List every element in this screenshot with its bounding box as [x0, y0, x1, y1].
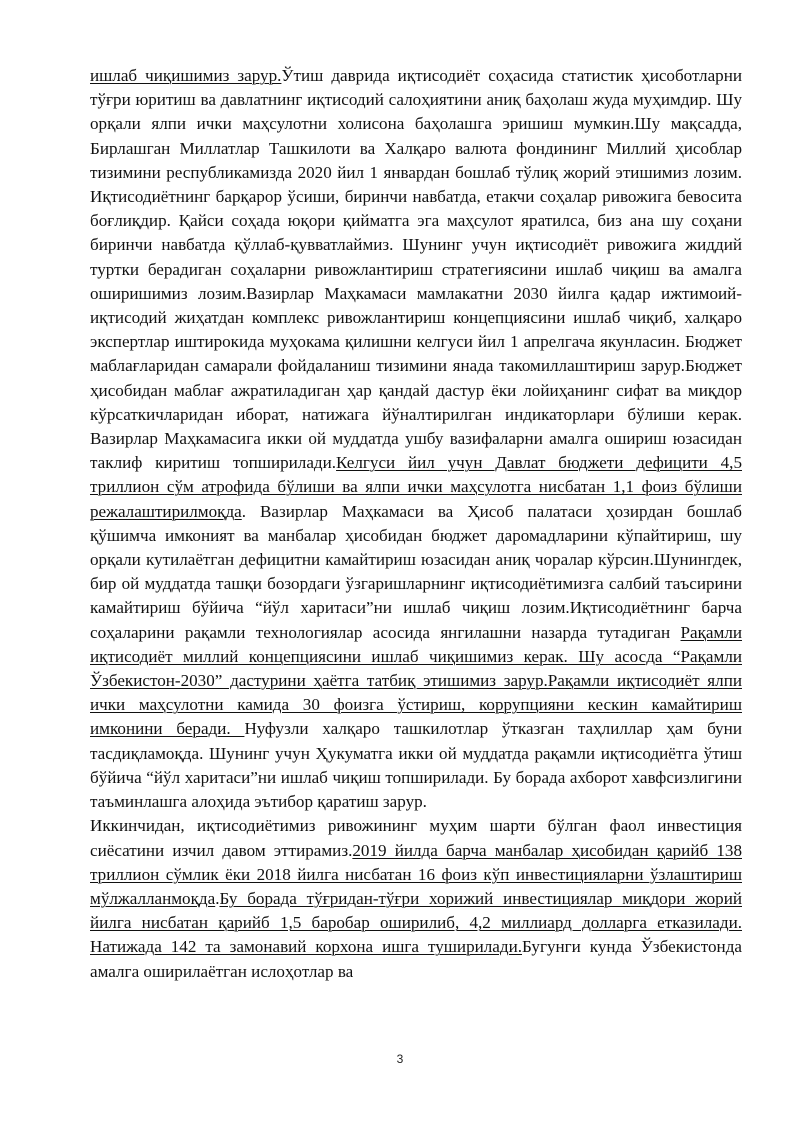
- paragraph-investment-policy: [90, 814, 742, 983]
- text-run: Бугунги кунда Ўзбекистонда амалга оширилаётган ислоҳотлар ва: [90, 937, 742, 981]
- text-run: Ўтиш даврида иқтисодиёт соҳасида статистик ҳисоботларни тўғри юритиш ва давлатнинг иқтисодий салоҳиятини аниқ баҳолаш жуда муҳимдир. Шу орқали ялпи ички маҳсулотни холисона баҳолашга эришиш мумкин.Шу мақсадда, Бирлашган Миллатлар Ташкилоти ва Халқаро валюта фондининг Миллий ҳисоблар тизимини республикамизда 2020 йил 1 январдан бошлаб тўлиқ жорий этишимиз лозим. Иқтисодиётнинг барқарор ўсиши, биринчи навбатда, етакчи соҳалар ривожига бевосита боғлиқдир. Қайси соҳада юқори қийматга эга маҳсулот яратилса, биз ана шу соҳани биринчи навбатда қўллаб-қувватлаймиз. Шунинг учун иқтисодиёт ривожига жиддий туртки берадиган соҳаларни ривожлантириш стратегиясини ишлаб чиқиш ва амалга оширишимиз лозим.Вазирлар Маҳкамаси мамлакатни 2030 йилга қадар ижтимоий-иқтисодий жиҳатдан комплекс ривожлантириш концепциясини ишлаб чиқиб, халқаро экспертлар иштирокида муҳокама қилишни келгуси йил 1 апрелгача якунласин. Бюджет маблағларидан самарали фойдаланиш тизимини янада такомиллаштириш зарур.Бюджет ҳисобидан маблағ ажратиладиган ҳар қандай дастур ёки лойиҳанинг сифат ва миқдор кўрсаткичларидан иборат, натижага йўналтирилган индикаторлари бўлиши керак. Вазирлар Маҳкамасига икки ой муддатда ушбу вазифаларни амалга ошириш юзасидан таклиф киритиш топширилади.: [90, 66, 743, 473]
- text-run: Иккинчидан, иқтисодиётимиз ривожининг муҳим шарти бўлган фаол инвестиция сиёсатини изчил давом эттирамиз.: [90, 816, 742, 860]
- text-run: Бу борада тўғридан-тўғри хорижий инвестициялар миқдори жорий йилга нисбатан қарийб 1,5 баробар оширилиб, 4,2 миллиард долларга етказилади. Натижада 142 та замонавий корхона ишга туширилади.: [90, 888, 742, 957]
- paragraph-economy-statistics: [90, 64, 742, 814]
- text-run: Нуфузли халқаро ташкилотлар ўтказган таҳлиллар ҳам буни тасдиқламоқда. Шунинг учун Ҳукуматга икки ой муддатда рақамли иқтисодиётга ўтиш бўйича “йўл харитаси”ни ишлаб чиқиш топширилади. Бу борада ахборот хавфсизлигини таъминлашга алоҳида эътибор қаратиш зарур.: [90, 719, 742, 812]
- document-body: [90, 64, 742, 984]
- text-run: Келгуси йил учун Давлат бюджети дефицити 4,5 триллион сўм атрофида бўлиши ва ялпи ички маҳсулотга нисбатан 1,1 фоиз бўлиши режалаштирилмоқда: [90, 453, 742, 521]
- text-run: . Вазирлар Маҳкамаси ва Ҳисоб палатаси ҳозирдан бошлаб қўшимча имконият ва манбалар ҳисобидан бюджет даромадларини кўпайтириш, шу орқали кутилаётган дефицитни камайтириш юзасидан аниқ чоралар кўрсин.Шунингдек, бир ой муддатда ташқи бозордаги ўзгаришларнинг иқтисодиётимизга салбий таъсирини камайтириш бўйича “йўл харитаси”ни ишлаб чиқиш лозим.Иқтисодиётнинг барча соҳаларини рақамли технологиялар асосида янгилашни назарда тутадиган: [90, 501, 742, 642]
- text-run: Рақамли иқтисодиёт миллий концепциясини ишлаб чиқишимиз керак. Шу асосда “Рақамли Ўзбекистон-2030” дастурини ҳаётга татбиқ этишимиз зарур.Рақамли иқтисодиёт ялпи ички маҳсулотни камида 30 фоизга ўстириш, коррупцияни кескин камайтириш имконини беради.: [90, 622, 742, 739]
- text-run: ишлаб чиқишимиз зарур.: [90, 66, 282, 85]
- page-number: 3: [396, 1052, 404, 1066]
- text-run: 2019 йилда барча манбалар ҳисобидан қарийб 138 триллион сўмлик ёки 2018 йилга нисбатан 16 фоиз кўп инвестицияларни ўзлаштириш мўлжалланмоқда: [90, 840, 742, 908]
- text-run: .: [215, 888, 220, 908]
